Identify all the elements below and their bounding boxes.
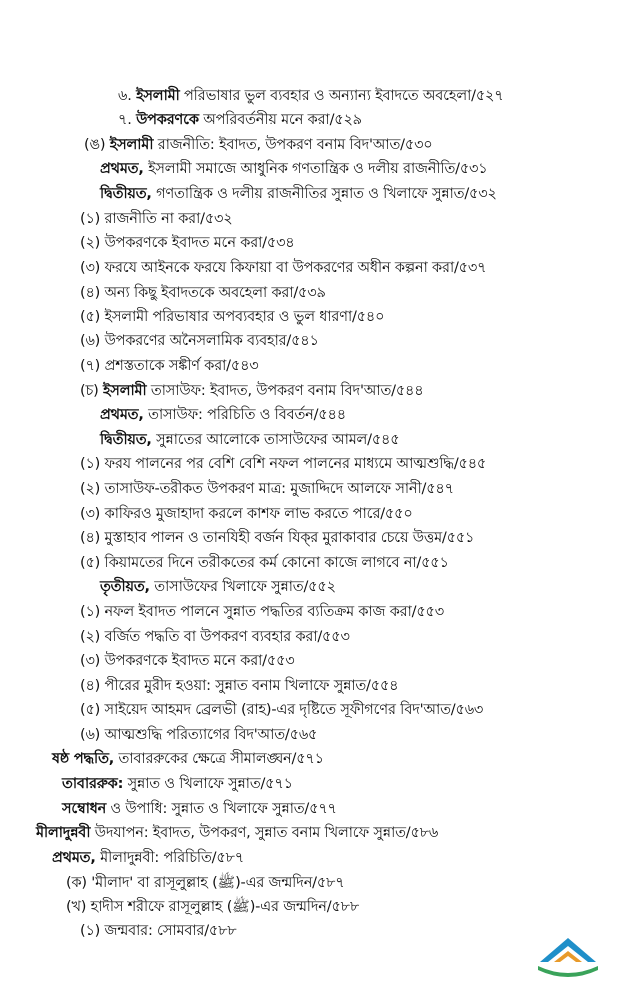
toc-entry: (২) উপকরণকে ইবাদত মনে করা/৫৩৪ [80,235,295,251]
toc-entry: (১) ফরয পালনের পর বেশি বেশি নফল পালনের মাধ্যমে আত্মশুদ্ধি/৫৪৫ [80,456,487,472]
toc-entry: (৪) মুস্তাহাব পালন ও তানযিহী বর্জন যিক্‌র মুরাকাবার চেয়ে উত্তম/৫৫১ [80,530,475,546]
toc-entry: (৪) পীরের মুরীদ হওয়া: সুন্নাত বনাম খিলাফে সুন্নাত/৫৫৪ [80,678,399,694]
toc-entry: ৭. উপকরণকে অপরিবর্তনীয় মনে করা/৫২৯ [118,112,362,128]
toc-entry: (৩) ফরযে আইনকে ফরযে কিফায়া বা উপকরণের অধীন কল্পনা করা/৫৩৭ [80,260,487,276]
toc-entry: (৫) ইসলামী পরিভাষার অপব্যবহার ও ভুল ধারণা/৫৪০ [80,309,385,325]
toc-entry: তাবাররুক: সুন্নাত ও খিলাফে সুন্নাত/৫৭১ [62,776,293,792]
toc-entry: (চ) ইসলামী তাসাউফ: ইবাদত, উপকরণ বনাম বিদ'আত/৫৪৪ [80,383,424,399]
toc-entry: দ্বিতীয়ত, গণতান্ত্রিক ও দলীয় রাজনীতির সুন্নাত ও খিলাফে সুন্নাত/৫৩২ [100,186,497,202]
toc-entry: তৃতীয়ত, তাসাউফের খিলাফে সুন্নাত/৫৫২ [100,579,336,595]
toc-entry: প্রথমত, মীলাদুন্নবী: পরিচিতি/৫৮৭ [52,850,244,866]
publisher-logo-icon [532,932,604,980]
toc-entry: প্রথমত, ইসলামী সমাজে আধুনিক গণতান্ত্রিক ও দলীয় রাজনীতি/৫৩১ [100,161,488,177]
toc-entry: সম্বোধন ও উপাধি: সুন্নাত ও খিলাফে সুন্নাত/৫৭৭ [62,801,337,817]
toc-entry: (৬) উপকরণের অনৈসলামিক ব্যবহার/৫৪১ [80,333,319,349]
toc-entry: (৬) আত্মশুদ্ধি পরিত্যাগের বিদ'আত/৫৬৫ [80,727,318,743]
toc-entry: (৭) প্রশস্ততাকে সঙ্কীর্ণ করা/৫৪৩ [80,358,259,374]
toc-entry: (খ) হাদীস শরীফে রাসূলুল্লাহ (ﷺ)-এর জন্মদিন/৫৮৮ [66,899,360,915]
toc-entry: ষষ্ঠ পদ্ধতি, তাবাররুকের ক্ষেত্রে সীমালঙ্ঘন/৫৭১ [52,751,324,767]
toc-entry: (৪) অন্য কিছু ইবাদতকে অবহেলা করা/৫৩৯ [80,285,326,301]
toc-entry: (১) জন্মবার: সোমবার/৫৮৮ [80,923,237,939]
toc-entry: (২) তাসাউফ-তরীকত উপকরণ মাত্র: মুজাদ্দিদে আলফে সানী/৫৪৭ [80,481,454,497]
toc-entry: প্রথমত, তাসাউফ: পরিচিতি ও বিবর্তন/৫৪৪ [100,407,346,423]
toc-entry: দ্বিতীয়ত, সুন্নাতের আলোকে তাসাউফের আমল/৫৪৫ [100,432,400,448]
toc-entry: (৫) সাইয়েদ আহমদ ব্রেলভী (রাহ)-এর দৃষ্টিতে সূফীগণের বিদ'আত/৫৬৩ [80,702,484,718]
toc-entry: (ক) 'মীলাদ' বা রাসূলুল্লাহ (ﷺ)-এর জন্মদিন/৫৮৭ [66,875,345,891]
toc-entry: (৩) উপকরণকে ইবাদত মনে করা/৫৫৩ [80,653,295,669]
toc-entry: (১) নফল ইবাদত পালনে সুন্নাত পদ্ধতির ব্যতিক্রম কাজ করা/৫৫৩ [80,604,444,620]
toc-entry: (২) বর্জিত পদ্ধতি বা উপকরণ ব্যবহার করা/৫৫৩ [80,629,350,645]
toc-entry: (৫) কিয়ামতের দিনে তরীকতের কর্ম কোনো কাজে লাগবে না/৫৫১ [80,555,449,571]
toc-entry: (১) রাজনীতি না করা/৫৩২ [80,211,233,227]
toc-entry: (ঙ) ইসলামী রাজনীতি: ইবাদত, উপকরণ বনাম বিদ'আত/৫৩০ [84,137,433,153]
toc-entry: ৬. ইসলামী পরিভাষার ভুল ব্যবহার ও অন্যান্য ইবাদতে অবহেলা/৫২৭ [118,88,504,104]
toc-entry: (৩) কাফিরও মুজাহাদা করলে কাশফ লাভ করতে পারে/৫৫০ [80,506,413,522]
toc-entry: মীলাদুন্নবী উদযাপন: ইবাদত, উপকরণ, সুন্নাত বনাম খিলাফে সুন্নাত/৫৮৬ [36,825,439,841]
